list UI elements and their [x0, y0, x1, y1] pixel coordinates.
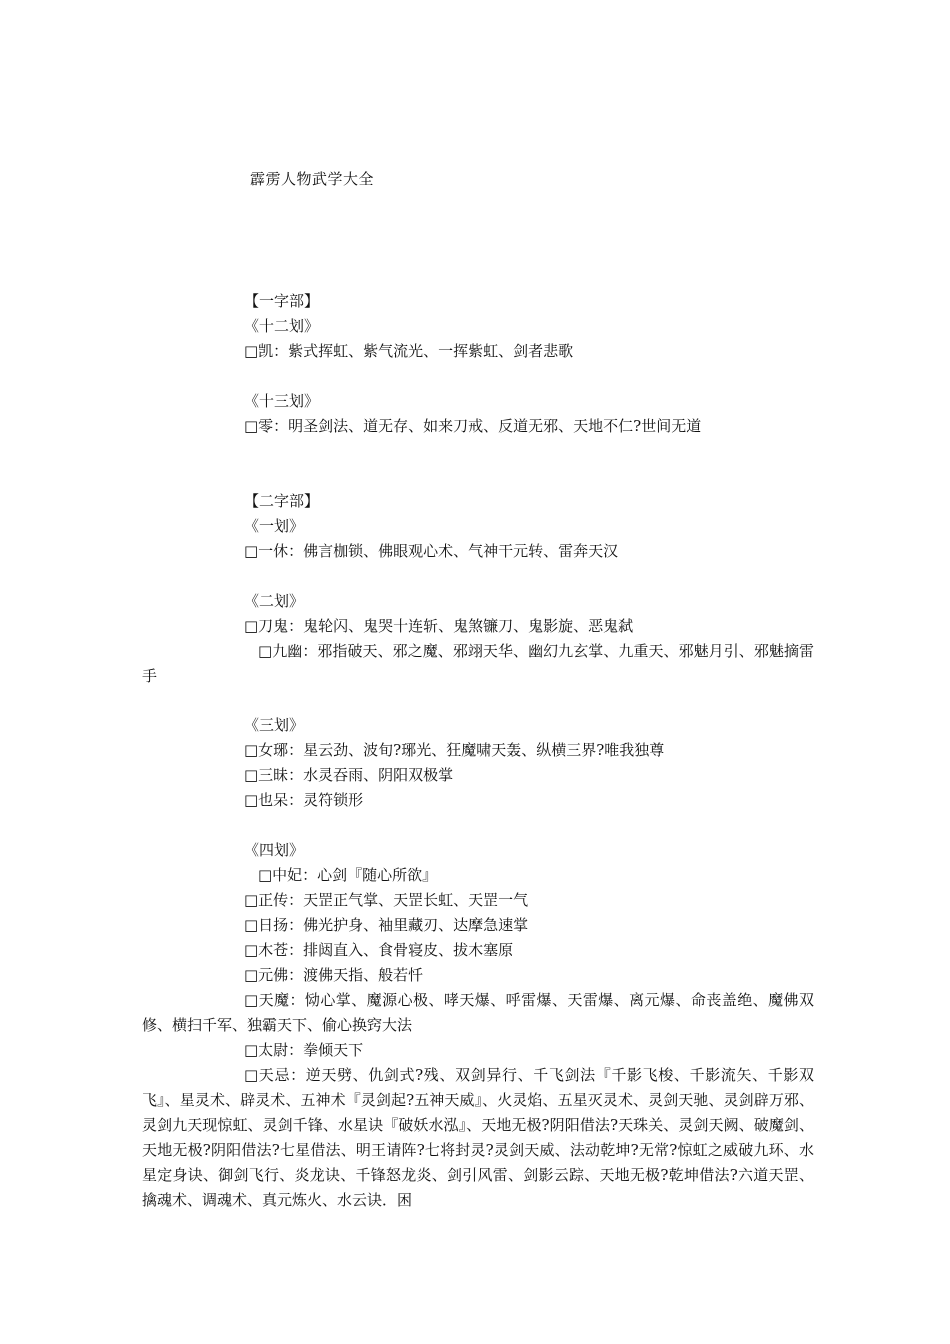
entry-sanmei: □三昧：水灵吞雨、阴阳双极掌: [244, 766, 454, 784]
entry-mucang: □木苍：排闼直入、食骨寝皮、拔木塞原: [244, 941, 514, 959]
entry-daogui: □刀鬼：鬼轮闪、鬼哭十连斩、鬼煞镰刀、鬼影旋、恶鬼弑: [244, 617, 634, 635]
stroke-group-4: 《四划》: [244, 841, 305, 859]
entry-riyang: □日扬：佛光护身、袖里藏刃、达摩急速掌: [244, 916, 529, 934]
entry-jiuyou: □九幽：邪指破天、邪之魔、邪翊天华、幽幻九玄掌、九重天、邪魅月引、邪魅摘雷手: [142, 642, 814, 685]
entry-yixiu: □一休：佛言枷锁、佛眼观心术、气神干元转、雷奔天汉: [244, 542, 619, 560]
stroke-group-1: 《一划》: [244, 517, 305, 535]
entry-tianmo: □天魔：恸心掌、魔源心极、哮天爆、呼雷爆、天雷爆、离元爆、命丧盖绝、魔佛双修、横扫千军、独霸天下、偷心换窍大法: [142, 991, 814, 1034]
entry-tianji: □天忌：逆天劈、仇剑式?残、双剑异行、千飞剑法『千影飞梭、千影流矢、千影双飞』、星灵术、辟灵术、五神术『灵剑起?五神天威』、火灵焰、五星灭灵术、灵剑天驰、灵剑辟万邪、灵剑九天现惊虹、灵剑千锋、水星诀『破妖水泓』、天地无极?阴阳借法?天珠关、灵剑天阙、破魔剑、天地无极?阴阳借法?七星借法、明王请阵?七将封灵?灵剑天威、法动乾坤?无常?惊虹之威破九环、水星定身诀、御剑飞行、炎龙诀、千锋怒龙炎、剑引风雷、剑影云踪、天地无极?乾坤借法?六道天罡、擒魂术、调魂术、真元炼火、水云诀．困: [142, 1066, 814, 1209]
entry-zhengchuan: □正传：天罡正气掌、天罡长虹、天罡一气: [244, 891, 529, 909]
entry-nvwa: □女琊：星云劲、波旬?琊光、狂魔啸天轰、纵横三界?唯我独尊: [244, 741, 665, 759]
entry-taiwei: □太尉：拳倾天下: [244, 1041, 364, 1059]
stroke-group-2: 《二划》: [244, 592, 305, 610]
stroke-group-12: 《十二划》: [244, 317, 320, 335]
document-title: 霹雳人物武学大全: [250, 170, 375, 188]
entry-ling: □零：明圣剑法、道无存、如来刀戒、反道无邪、天地不仁?世间无道: [244, 417, 702, 435]
entry-yuanfo: □元佛：渡佛天指、般若忏: [244, 966, 424, 984]
stroke-group-3: 《三划》: [244, 716, 305, 734]
stroke-group-13: 《十三划》: [244, 392, 320, 410]
entry-yedai: □也呆：灵符锁形: [244, 791, 364, 809]
section-header-two: 【二字部】: [244, 492, 320, 510]
entry-kai: □凯：紫式挥虹、紫气流光、一挥紫虹、剑者悲歌: [244, 342, 574, 360]
entry-zhongfei: □中妃：心剑『随心所欲』: [258, 866, 438, 884]
section-header-one: 【一字部】: [244, 292, 320, 310]
